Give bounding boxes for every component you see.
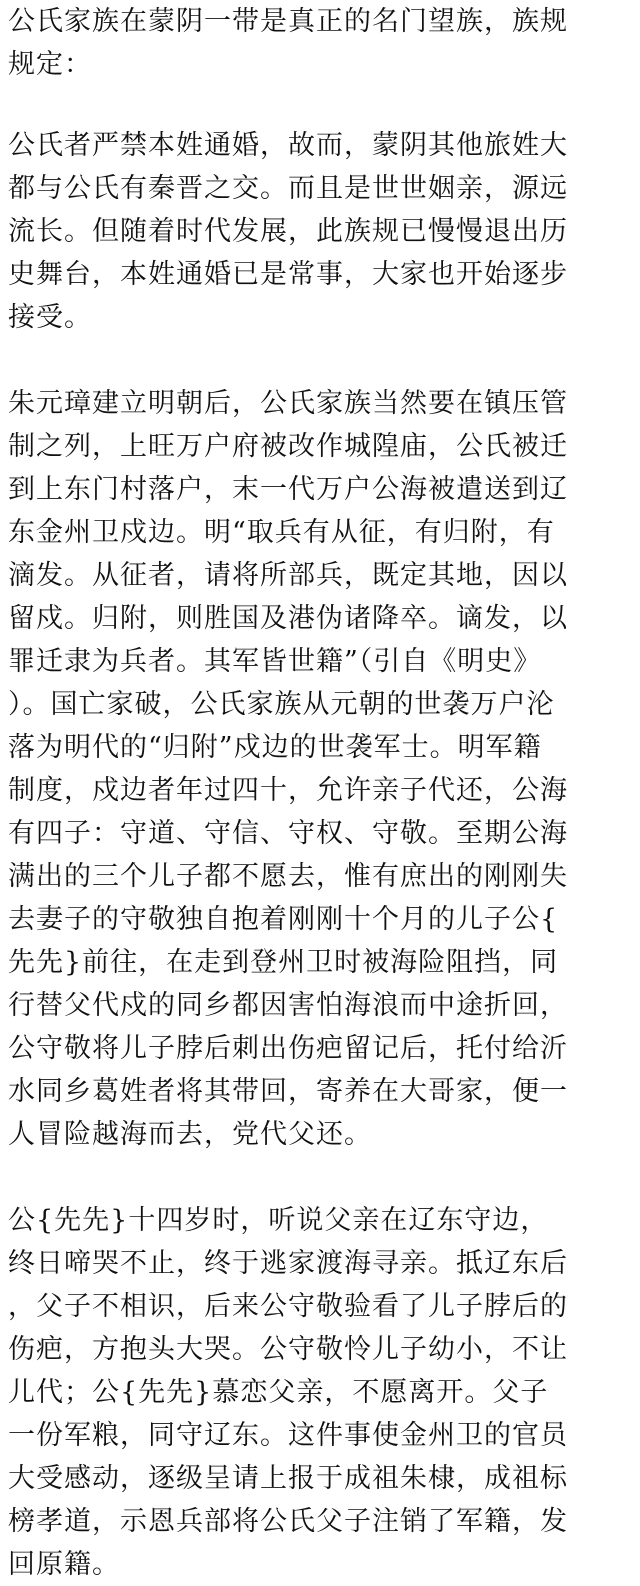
text-line: 满出的三个儿子都不愿去，惟有庶出的刚刚失 xyxy=(8,861,568,892)
document-page xyxy=(8,0,636,1586)
text-line: 有四子：守道、守信、守权、守敬。至期公海 xyxy=(8,818,568,849)
text-line: 留戍。归附，则胜国及港伪诸降卒。谪发，以 xyxy=(8,603,568,634)
text-line: 制之列，上旺万户府被改作城隍庙，公氏被迁 xyxy=(8,431,568,462)
text-line: 榜孝道，示恩兵部将公氏父子注销了军籍，发 xyxy=(8,1506,568,1537)
text-line: 儿代；公{先先}慕恋父亲，不愿离开。父子 xyxy=(8,1377,549,1408)
text-line: 规定： xyxy=(8,49,92,80)
text-line: 公氏家族在蒙阴一带是真正的名门望族，族规 xyxy=(8,6,568,37)
paragraph-4 xyxy=(8,1199,636,1586)
text-line: 制度，戍边者年过四十，允许亲子代还，公海 xyxy=(8,775,568,806)
text-line: 落为明代的“归附”戍边的世袭军士。明军籍 xyxy=(8,732,542,763)
text-line: 接受。 xyxy=(8,302,92,333)
text-line: ）。国亡家破，公氏家族从元朝的世袭万户沦 xyxy=(8,689,555,720)
text-line: 伤疤，方抱头大哭。公守敬怜儿子幼小，不让 xyxy=(8,1334,568,1365)
paragraph-2 xyxy=(8,124,636,339)
text-line: 去妻子的守敬独自抱着刚刚十个月的儿子公{ xyxy=(8,904,559,935)
text-line: ，父子不相识，后来公守敬验看了儿子脖后的 xyxy=(8,1291,568,1322)
text-line: 公氏者严禁本姓通婚，故而，蒙阴其他旅姓大 xyxy=(8,130,568,161)
text-line: 终日啼哭不止，终于逃家渡海寻亲。抵辽东后 xyxy=(8,1248,568,1279)
text-line: 水同乡葛姓者将其带回，寄养在大哥家，便一 xyxy=(8,1076,568,1107)
text-line: 罪迁隶为兵者。其军皆世籍”（引自《明史》 xyxy=(8,646,542,677)
text-line: 公守敬将儿子脖后刺出伤疤留记后，托付给沂 xyxy=(8,1033,568,1064)
text-line: 东金州卫戍边。明“取兵有从征，有归附，有 xyxy=(8,517,555,548)
text-line: 大受感动，逐级呈请上报于成祖朱棣，成祖标 xyxy=(8,1463,568,1494)
text-line: 史舞台，本姓通婚已是常事，大家也开始逐步 xyxy=(8,259,568,290)
text-line: 先先}前往，在走到登州卫时被海险阻挡，同 xyxy=(8,947,559,978)
text-line: 人冒险越海而去，党代父还。 xyxy=(8,1119,372,1150)
text-line: 朱元璋建立明朝后，公氏家族当然要在镇压管 xyxy=(8,388,568,419)
text-line: 行替父代戍的同乡都因害怕海浪而中途折回， xyxy=(8,990,568,1021)
paragraph-1 xyxy=(8,0,636,86)
paragraph-gap xyxy=(8,86,636,124)
text-line: 流长。但随着时代发展，此族规已慢慢退出历 xyxy=(8,216,568,247)
text-line: 滴发。从征者，请将所部兵，既定其地，因以 xyxy=(8,560,568,591)
paragraph-gap xyxy=(8,1156,636,1199)
paragraph-3 xyxy=(8,382,636,1156)
text-line: 公{先先}十四岁时，听说父亲在辽东守边， xyxy=(8,1205,549,1236)
text-line: 一份军粮，同守辽东。这件事使金州卫的官员 xyxy=(8,1420,568,1451)
paragraph-gap xyxy=(8,339,636,382)
text-line: 回原籍。 xyxy=(8,1549,120,1580)
text-line: 到上东门村落户，末一代万户公海被遣送到辽 xyxy=(8,474,568,505)
text-line: 都与公氏有秦晋之交。而且是世世姻亲，源远 xyxy=(8,173,568,204)
